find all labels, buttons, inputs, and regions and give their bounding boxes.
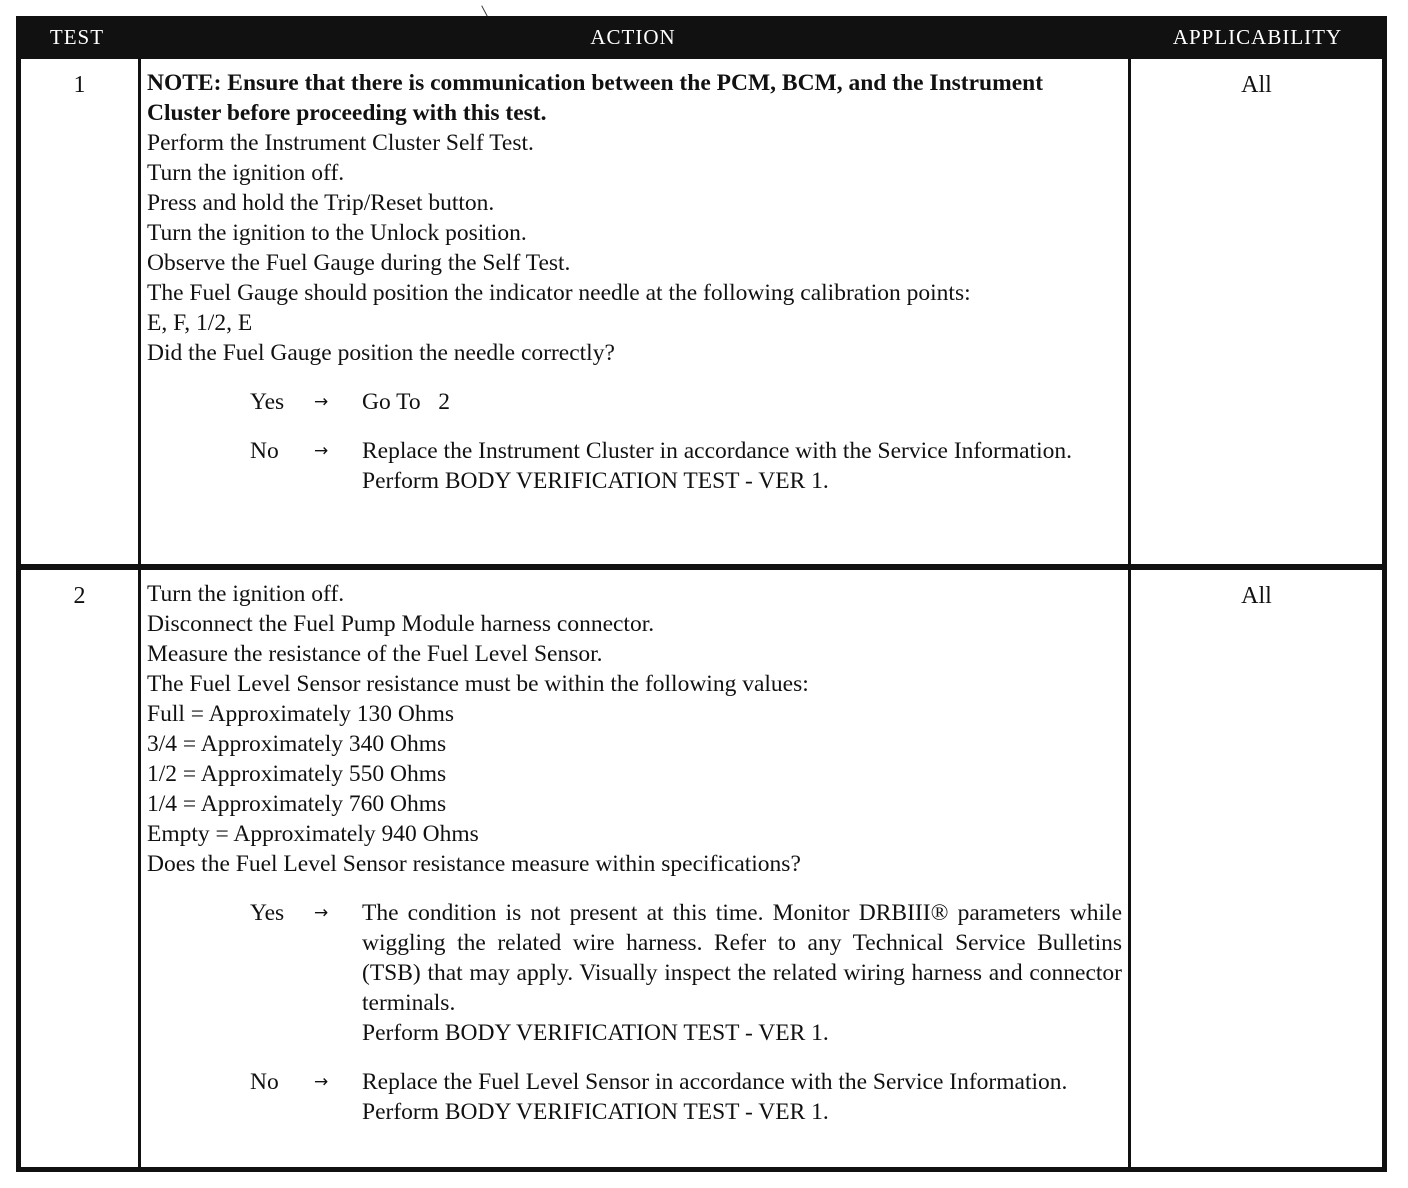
applicability-value: All: [1241, 72, 1272, 98]
step-text: Turn the ignition off.: [147, 581, 345, 607]
outcome-no: [147, 436, 1122, 496]
outcome-yes: [147, 387, 1122, 417]
row-1-test-cell: [21, 59, 138, 564]
outcome-label: Yes: [250, 389, 285, 415]
outcome-text: Go To 2: [362, 389, 451, 415]
step-text: Turn the ignition off.: [147, 160, 345, 186]
test-number: 1: [73, 72, 86, 98]
step-text: Disconnect the Fuel Pump Module harness connector.: [147, 611, 655, 637]
step-text: Press and hold the Trip/Reset button.: [147, 190, 495, 216]
question-text: Does the Fuel Level Sensor resistance measure within specifications?: [147, 851, 801, 877]
test-number: 2: [73, 583, 86, 609]
outcome-label: Yes: [250, 900, 285, 926]
row-2-applicability-cell: [1131, 570, 1382, 1167]
row-1-applicability-cell: [1131, 59, 1382, 564]
outcome-followup-text: Perform BODY VERIFICATION TEST - VER 1.: [362, 468, 829, 494]
arrow-right-icon: →: [314, 441, 329, 461]
outcome-yes: [147, 898, 1122, 1048]
outcome-text: Replace the Fuel Level Sensor in accordance with the Service Information.: [362, 1069, 1068, 1095]
column-header-applicability: APPLICABILITY: [1172, 24, 1343, 49]
question-text: Did the Fuel Gauge position the needle correctly?: [147, 340, 615, 366]
outcome-text: Replace the Instrument Cluster in accordance with the Service Information.: [362, 438, 1072, 464]
arrow-right-icon: →: [314, 903, 329, 923]
row-1-action-cell: [141, 59, 1128, 564]
arrow-right-icon: →: [314, 1072, 329, 1092]
row-2-action-cell: [141, 570, 1128, 1167]
outcome-no: [147, 1067, 1122, 1127]
step-text: The Fuel Gauge should position the indicator needle at the following calibration points:: [147, 280, 971, 306]
spec-value: 3/4 = Approximately 340 Ohms: [147, 731, 447, 757]
step-text: Measure the resistance of the Fuel Level Sensor.: [147, 641, 603, 667]
step-text: The Fuel Level Sensor resistance must be within the following values:: [147, 671, 809, 697]
outcome-text: The condition is not present at this time. Monitor DRBIII® parameters while wiggling the related wire harness. Refer to any Technical Service Bulletins (TSB) that may apply. Visually inspect the related wiring harness and connector terminals.: [362, 900, 1122, 1016]
scan-mark: [481, 5, 488, 16]
outcome-label: No: [250, 438, 279, 464]
spec-value: 1/2 = Approximately 550 Ohms: [147, 761, 447, 787]
spec-value: 1/4 = Approximately 760 Ohms: [147, 791, 447, 817]
diagnostic-table: [16, 16, 1387, 1172]
applicability-value: All: [1241, 583, 1272, 609]
outcome-followup-text: Perform BODY VERIFICATION TEST - VER 1.: [362, 1099, 829, 1125]
spec-value: Full = Approximately 130 Ohms: [147, 701, 455, 727]
column-header-test: TEST: [49, 24, 105, 49]
spec-value: Empty = Approximately 940 Ohms: [147, 821, 479, 847]
column-header-action: ACTION: [590, 24, 676, 49]
arrow-right-icon: →: [314, 392, 329, 412]
outcome-label: No: [250, 1069, 279, 1095]
note-text: NOTE: Ensure that there is communication between the PCM, BCM, and the Instrument Cluster before proceeding with this test.: [147, 70, 1044, 126]
step-text: Observe the Fuel Gauge during the Self Test.: [147, 250, 571, 276]
outcome-followup-text: Perform BODY VERIFICATION TEST - VER 1.: [362, 1020, 829, 1046]
step-text: Perform the Instrument Cluster Self Test.: [147, 130, 534, 156]
step-text: Turn the ignition to the Unlock position.: [147, 220, 527, 246]
row-2-test-cell: [21, 570, 138, 1167]
step-text: E, F, 1/2, E: [147, 310, 253, 336]
